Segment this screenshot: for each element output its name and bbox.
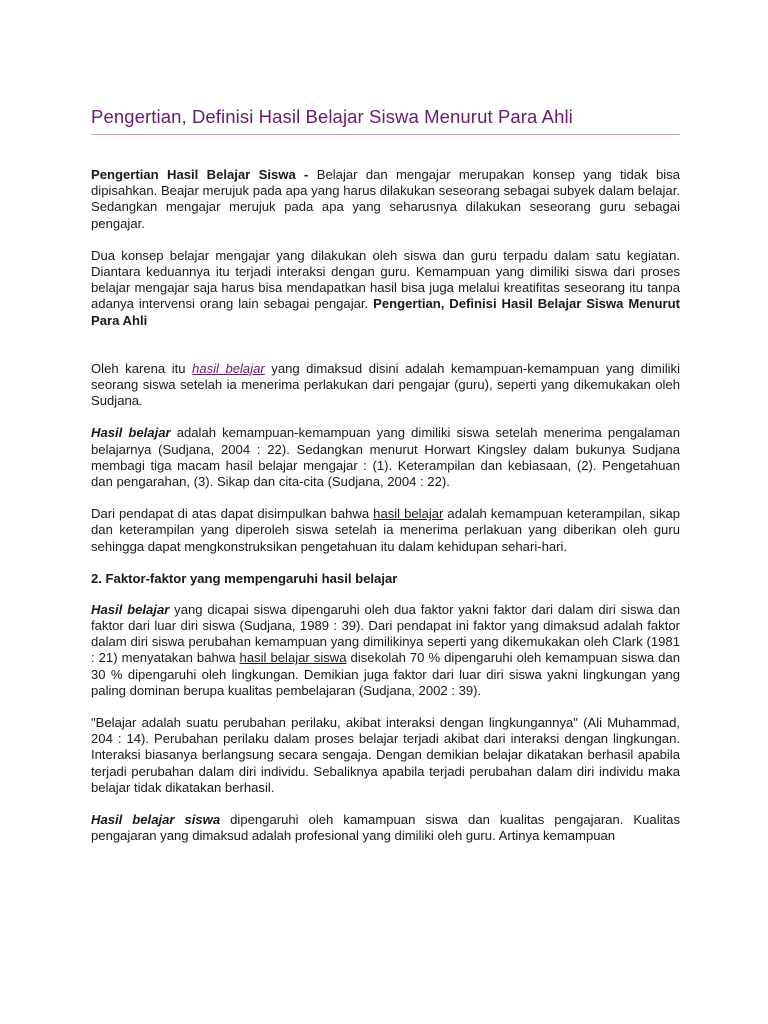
section-heading-2: 2. Faktor-faktor yang mempengaruhi hasil belajar — [91, 570, 398, 586]
paragraph-1 — [91, 167, 680, 232]
paragraph-5-before: Dari pendapat di atas dapat disimpulkan bahwa — [91, 506, 374, 522]
paragraph-6-lead: Hasil belajar — [91, 601, 170, 617]
paragraph-8-lead: Hasil belajar siswa — [91, 812, 221, 828]
paragraph-8 — [91, 812, 680, 844]
paragraph-3 — [91, 361, 680, 410]
paragraph-6-text-1: yang dicapai siswa dipengaruhi oleh dua faktor yakni faktor dari dalam diri siswa dan faktor dari luar diri siswa (Sudjana, 1989 : 39). Dari pendapat ini faktor yang dimaksud adalah faktor dalam diri siswa perubahan kemampuan yang dimilikinya seperti yang dikemukakan oleh Clark (1981 : 21) menyatakan bahwa — [91, 601, 680, 666]
hasil-belajar-siswa-underlined[interactable]: hasil belajar siswa — [239, 650, 347, 666]
paragraph-3-before: Oleh karena itu — [91, 360, 193, 376]
page-title: Pengertian, Definisi Hasil Belajar Siswa Menurut Para Ahli — [91, 106, 680, 135]
paragraph-8-text: dipengaruhi oleh kamampuan siswa dan kualitas pengajaran. Kualitas pengajaran yang dimaksud adalah profesional yang dimiliki oleh guru. Artinya kemampuan — [91, 812, 680, 844]
paragraph-4-lead: Hasil belajar — [91, 425, 171, 441]
paragraph-6-text-2: disekolah 70 % dipengaruhi oleh kemampuan siswa dan 30 % dipengaruhi oleh lingkungan. Demikian juga faktor dari luar diri siswa yakni lingkungan yang paling dominan berupa kualitas pembelajaran (Sudjana, 2002 : 39). — [91, 650, 681, 698]
paragraph-1-lead: Pengertian Hasil Belajar Siswa - — [91, 167, 309, 182]
paragraph-1-text: Belajar dan mengajar merupakan konsep yang tidak bisa dipisahkan. Beajar merujuk pada apa yang harus dilakukan seseorang sebagai subyek dalam belajar. Sedangkan mengajar merujuk pada apa yang seharusnya dilakukan seseorang guru sebagai pengajar. — [91, 167, 680, 231]
paragraph-4-text: adalah kemampuan-kemampuan yang dimiliki siswa setelah menerima pengalaman belajarnya (Sudjana, 2004 : 22). Sedangkan menurut Horwart Kingsley dalam bukunya Sudjana membagi tiga macam hasil belajar mengajar : (1). Keterampilan dan kebiasaan, (2). Pengetahuan dan pengarahan, (3). Sikap dan cita-cita (Sudjana, 2004 : 22). — [91, 425, 680, 490]
paragraph-2-text: Dua konsep belajar mengajar yang dilakukan oleh siswa dan guru terpadu dalam satu kegiatan. Diantara keduannya itu terjadi interaksi dengan guru. Kemampuan yang dimiliki siswa dari proses belajar mengajar saja harus bisa mendapatkan hasil bisa juga melalui kreatifitas seseorang itu tanpa adanya intervensi orang lain sebagai pengajar. — [91, 247, 680, 312]
paragraph-3-after: yang dimaksud disini adalah kemampuan-kemampuan yang dimiliki seorang siswa setelah ia menerima perlakukan dari pengajar (guru), seperti yang dikemukakan oleh Sudjana. — [91, 360, 681, 409]
paragraph-7 — [91, 715, 680, 796]
paragraph-5-after: adalah kemampuan keterampilan, sikap dan keterampilan yang diperoleh siswa setelah ia menerima perlakuan yang diberikan oleh guru sehingga dapat mengkonstruksikan pengetahuan itu dalam kehidupan sehari-hari. — [91, 506, 681, 554]
paragraph-5 — [91, 506, 680, 555]
paragraph-4 — [91, 425, 680, 490]
paragraph-6 — [91, 602, 680, 699]
spacer — [91, 345, 680, 361]
paragraph-2-bold-tail: Pengertian, Definisi Hasil Belajar Siswa Menurut Para Ahli — [91, 296, 680, 328]
paragraph-7-text: "Belajar adalah suatu perubahan perilaku, akibat interaksi dengan lingkungannya" (Ali Muhammad, 204 : 14). Perubahan perilaku dalam proses belajar terjadi akibat dari interaksi dengan lingkungan. Interaksi biasanya berlangsung secara sengaja. Dengan demikian belajar dikatakan berhasil apabila terjadi perubahan dalam diri individu. Sebaliknya apabila terjadi perubahan dalam diri individu maka belajar tidak dikatakan berhasil. — [91, 715, 680, 795]
hasil-belajar-underlined[interactable]: hasil belajar — [373, 506, 444, 522]
paragraph-2 — [91, 248, 680, 329]
hasil-belajar-link[interactable]: hasil belajar — [192, 360, 265, 376]
